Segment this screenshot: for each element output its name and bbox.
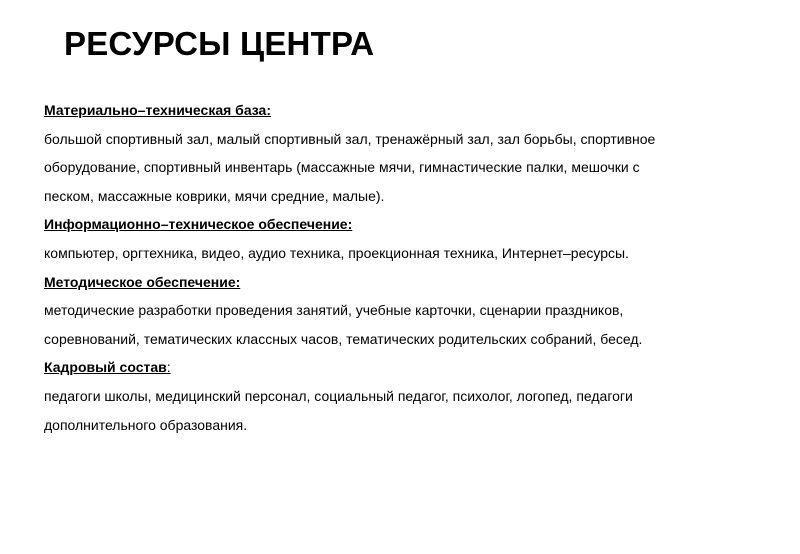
section-methodical: [44, 268, 774, 354]
section-text-line: большой спортивный зал, малый спортивный зал, тренажёрный зал, зал борьбы, спортивное: [44, 130, 656, 147]
section-heading: Методическое обеспечение:: [44, 273, 241, 290]
section-heading-colon: :: [166, 359, 171, 376]
section-staff: [44, 353, 774, 439]
section-material-base: [44, 96, 774, 210]
section-text-line: дополнительного образования.: [44, 416, 248, 433]
section-text-line: компьютер, оргтехника, видео, аудио техника, проекционная техника, Интернет–ресурсы.: [44, 244, 629, 261]
section-heading-wrapper: [44, 353, 774, 382]
section-text-line: методические разработки проведения занятий, учебные карточки, сценарии праздников,: [44, 302, 624, 319]
slide-title: РЕСУРСЫ ЦЕНТРА: [64, 25, 375, 62]
section-heading: Материально–техническая база:: [44, 102, 272, 118]
section-info-tech: [44, 210, 774, 267]
section-text-line: педагоги школы, медицинский персонал, социальный педагог, психолог, логопед, педагоги: [44, 387, 633, 404]
section-heading: Информационно–техническое обеспечение:: [44, 216, 353, 233]
section-text-line: песком, массажные коврики, мячи средние, малые).: [44, 187, 385, 204]
section-heading: Кадровый состав: [44, 359, 167, 376]
section-text-line: соревнований, тематических классных часов, тематических родительских собраний, бесед.: [44, 330, 643, 347]
section-text-line: оборудование, спортивный инвентарь (массажные мячи, гимнастические палки, мешочки с: [44, 159, 640, 176]
slide-content: [44, 96, 774, 439]
